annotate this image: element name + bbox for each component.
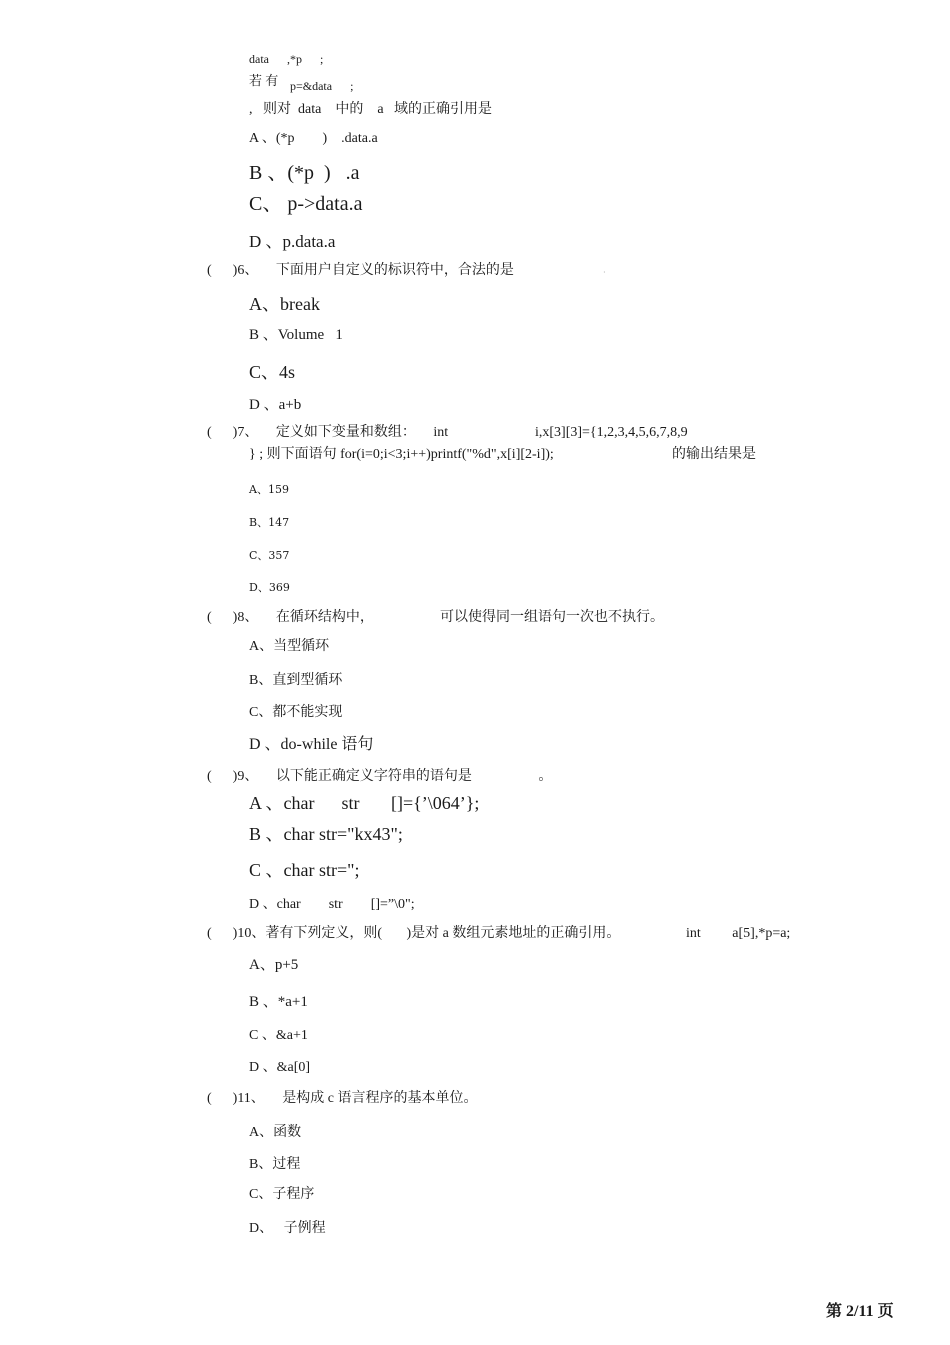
q10-stem: ( )10、著有下列定义，则( )是对 a 数组元素地址的正确引用。 <box>207 926 621 941</box>
q11-stem: ( )11、 是构成 c 语言程序的基本单位。 <box>207 1091 478 1106</box>
q5-option-b: B 、(*p ) .a <box>249 162 360 184</box>
q7-option-b: B、147 <box>249 516 290 529</box>
q6-option-c: C、4s <box>249 362 296 382</box>
q10-option-a: A、p+5 <box>249 957 299 973</box>
q7-stem-question: 的输出结果是 <box>672 447 756 462</box>
q7-option-d: D、369 <box>249 581 290 594</box>
stray-dot: · <box>603 268 606 277</box>
q10-option-c: C 、&a+1 <box>249 1028 308 1043</box>
q8-option-b: B、直到型循环 <box>249 673 343 688</box>
q11-option-a: A、函数 <box>249 1125 302 1140</box>
q8-option-d: D 、do-while 语句 <box>249 736 374 753</box>
q7-stem-array: i,x[3][3]={1,2,3,4,5,6,7,8,9 <box>535 425 688 440</box>
q9-option-c: C 、char str="; <box>249 860 360 880</box>
q8-stem: ( )8、 在循环结构中， <box>207 610 374 625</box>
q5-option-d: D 、p.data.a <box>249 232 336 251</box>
q5-stem: , 则对 data 中的 a 域的正确引用是 <box>249 102 493 117</box>
q9-option-b: B 、char str="kx43"; <box>249 824 403 844</box>
q8-option-c: C、都不能实现 <box>249 705 343 720</box>
q8-option-a: A、当型循环 <box>249 639 330 654</box>
q6-option-b: B 、Volume 1 <box>249 327 343 343</box>
q10-option-b: B 、*a+1 <box>249 994 308 1010</box>
q5-line2-code: p=&data ; <box>290 79 354 93</box>
page-number: 第 2/11 页 <box>826 1303 894 1320</box>
q7-stem-line1: ( )7、 定义如下变量和数组： int <box>207 425 449 440</box>
q5-line2-prefix: 若 有 <box>249 73 279 88</box>
q10-stem-code: int a[5],*p=a; <box>686 926 791 941</box>
q11-option-b: B、过程 <box>249 1157 301 1172</box>
q9-option-d: D 、char str []=”\0"; <box>249 897 415 912</box>
q5-option-a: A 、(*p ) .data.a <box>249 131 378 146</box>
q6-option-d: D 、a+b <box>249 397 302 413</box>
q6-option-a: A、break <box>249 294 320 314</box>
q7-option-c: C、357 <box>249 549 290 562</box>
q7-option-a: A、159 <box>249 483 289 496</box>
q6-stem: ( )6、 下面用户自定义的标识符中，合法的是 <box>207 263 514 278</box>
q11-option-d: D、 子例程 <box>249 1221 326 1236</box>
q8-stem-end: 可以使得同一组语句一次也不执行。 <box>440 610 664 625</box>
q10-option-d: D 、&a[0] <box>249 1060 311 1075</box>
q5-line1: data ,*p ; <box>249 52 324 66</box>
q7-stem-line2: } ; 则下面语句 for(i=0;i<3;i++)printf("%d",x[i][2-i]); <box>249 447 554 462</box>
q11-option-c: C、子程序 <box>249 1187 315 1202</box>
q9-option-a: A 、char str []={’\064’}; <box>249 793 480 813</box>
q9-stem: ( )9、 以下能正确定义字符串的语句是 。 <box>207 769 553 784</box>
q5-option-c: C、 p->data.a <box>249 193 363 215</box>
